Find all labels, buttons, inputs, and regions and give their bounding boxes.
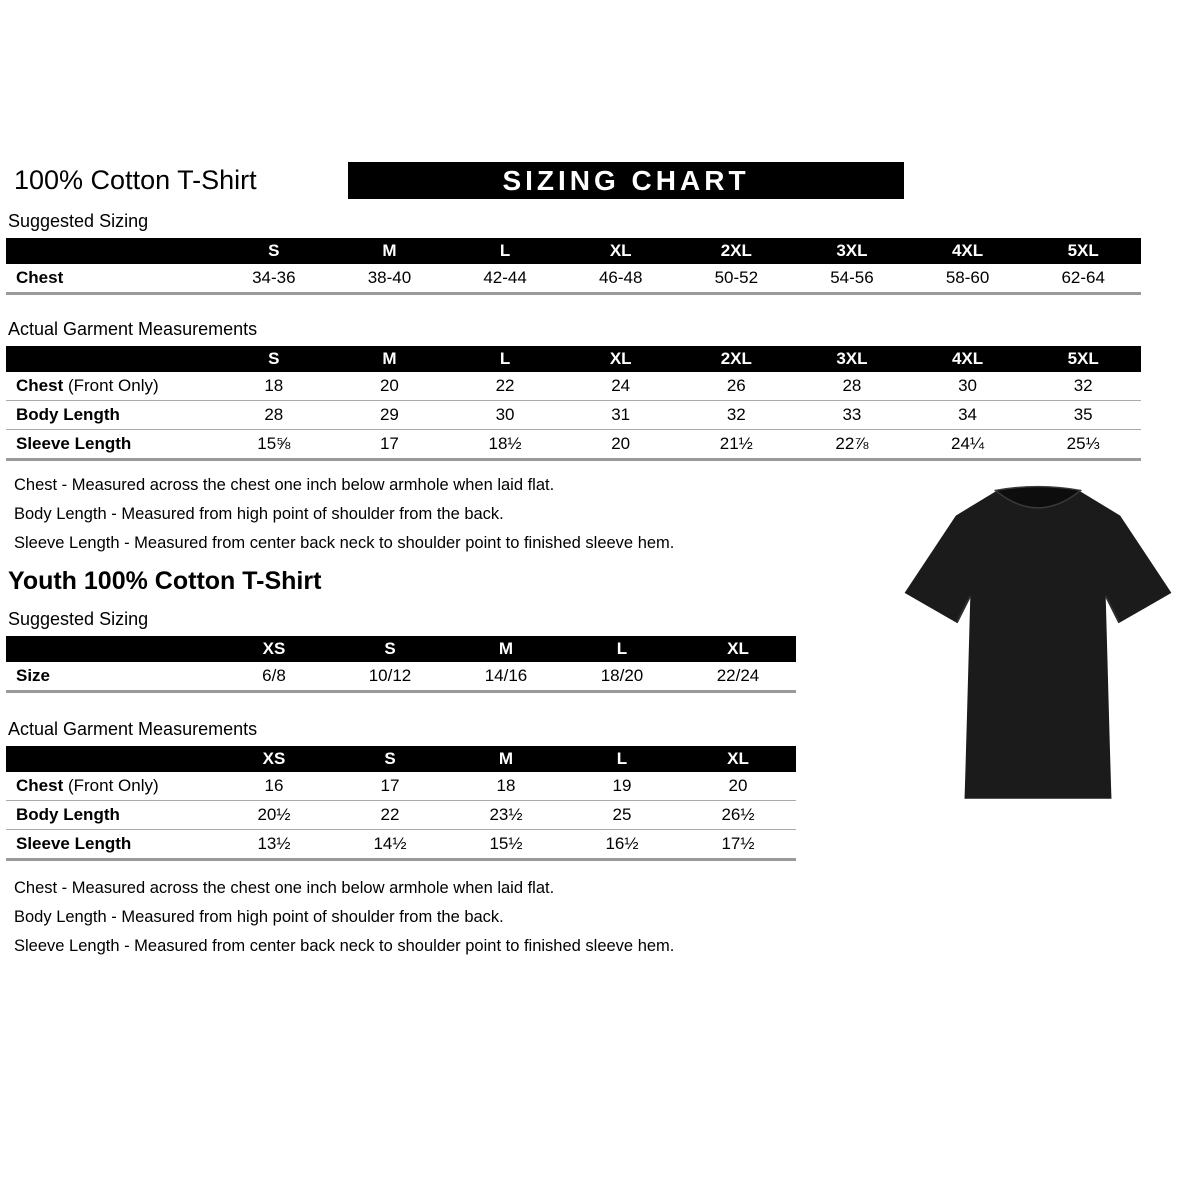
measurement-cell: 50-52 (679, 264, 795, 294)
measurement-row (6, 372, 1141, 401)
youth-measurement-notes (6, 879, 1200, 956)
measurement-cell: 54-56 (794, 264, 910, 294)
measurement-row (6, 430, 1141, 460)
measurement-cell: 24 (563, 372, 679, 401)
header-corner-cell (6, 636, 216, 662)
measurement-note: Body Length - Measured from high point of shoulder from the back. (14, 505, 504, 523)
youth-actual-measurements-label: Actual Garment Measurements (8, 719, 258, 739)
measurement-cell: 19 (564, 772, 680, 801)
size-column-header: M (448, 636, 564, 662)
adult-actual-measurements-table (6, 346, 1141, 461)
size-header-row (6, 346, 1141, 372)
measurement-cell: 18 (216, 372, 332, 401)
measurement-cell: 34 (910, 401, 1026, 430)
measurement-cell: 42-44 (447, 264, 563, 294)
measurement-note: Sleeve Length - Measured from center back neck to shoulder point to finished sleeve hem. (14, 937, 675, 955)
size-column-header: S (332, 636, 448, 662)
measurement-cell: 26½ (680, 801, 796, 830)
measurement-note: Body Length - Measured from high point of shoulder from the back. (14, 908, 504, 926)
measurement-cell: 17½ (680, 830, 796, 860)
sizing-chart-banner: SIZING CHART (348, 162, 904, 199)
header-corner-cell (6, 746, 216, 772)
youth-actual-measurements-table (6, 746, 796, 861)
header-corner-cell (6, 346, 216, 372)
measurement-cell: 28 (794, 372, 910, 401)
measurement-cell: 18½ (447, 430, 563, 460)
size-column-header: L (564, 746, 680, 772)
row-label: Body Length (6, 401, 216, 430)
measurement-cell: 17 (332, 430, 448, 460)
measurement-cell: 33 (794, 401, 910, 430)
measurement-cell: 15⅝ (216, 430, 332, 460)
size-header-row (6, 238, 1141, 264)
measurement-cell: 25 (564, 801, 680, 830)
measurement-cell: 32 (1025, 372, 1141, 401)
measurement-note: Chest - Measured across the chest one inch below armhole when laid flat. (14, 476, 555, 494)
measurement-cell: 16 (216, 772, 332, 801)
measurement-cell: 18 (448, 772, 564, 801)
size-column-header: 5XL (1025, 238, 1141, 264)
row-label: Size (6, 662, 216, 692)
size-column-header: XS (216, 636, 332, 662)
measurement-row (6, 662, 796, 692)
size-column-header: 5XL (1025, 346, 1141, 372)
header-corner-cell (6, 238, 216, 264)
measurement-cell: 58-60 (910, 264, 1026, 294)
measurement-cell: 15½ (448, 830, 564, 860)
measurement-cell: 24¼ (910, 430, 1026, 460)
tshirt-product-image (893, 478, 1183, 818)
size-column-header: M (332, 346, 448, 372)
measurement-cell: 13½ (216, 830, 332, 860)
size-column-header: XL (563, 238, 679, 264)
measurement-cell: 22 (332, 801, 448, 830)
row-label: Chest (6, 264, 216, 294)
size-column-header: 4XL (910, 346, 1026, 372)
size-column-header: S (332, 746, 448, 772)
youth-suggested-sizing-table (6, 636, 796, 693)
size-header-row (6, 746, 796, 772)
measurement-cell: 46-48 (563, 264, 679, 294)
header-row (6, 162, 1200, 202)
size-column-header: M (448, 746, 564, 772)
measurement-cell: 23½ (448, 801, 564, 830)
measurement-row (6, 801, 796, 830)
measurement-cell: 29 (332, 401, 448, 430)
tshirt-icon (893, 478, 1183, 818)
measurement-cell: 35 (1025, 401, 1141, 430)
measurement-cell: 62-64 (1025, 264, 1141, 294)
size-column-header: 2XL (679, 346, 795, 372)
youth-title: Youth 100% Cotton T-Shirt (8, 567, 322, 595)
measurement-cell: 20 (563, 430, 679, 460)
adult-actual-measurements-label: Actual Garment Measurements (8, 319, 258, 339)
measurement-cell: 22 (447, 372, 563, 401)
adult-suggested-sizing-table (6, 238, 1141, 295)
measurement-cell: 18/20 (564, 662, 680, 692)
row-label: Sleeve Length (6, 430, 216, 460)
size-column-header: 2XL (679, 238, 795, 264)
size-column-header: 4XL (910, 238, 1026, 264)
row-label: Chest (Front Only) (6, 372, 216, 401)
measurement-cell: 20½ (216, 801, 332, 830)
measurement-cell: 10/12 (332, 662, 448, 692)
measurement-cell: 30 (447, 401, 563, 430)
tshirt-body (905, 490, 1172, 798)
measurement-cell: 30 (910, 372, 1026, 401)
size-column-header: XL (680, 636, 796, 662)
measurement-cell: 32 (679, 401, 795, 430)
measurement-note: Sleeve Length - Measured from center back neck to shoulder point to finished sleeve hem. (14, 534, 675, 552)
size-column-header: XL (680, 746, 796, 772)
size-header-row (6, 636, 796, 662)
size-column-header: XL (563, 346, 679, 372)
page-title: 100% Cotton T-Shirt (14, 165, 257, 195)
row-label: Chest (Front Only) (6, 772, 216, 801)
measurement-cell: 14½ (332, 830, 448, 860)
measurement-note: Chest - Measured across the chest one inch below armhole when laid flat. (14, 879, 555, 897)
measurement-cell: 28 (216, 401, 332, 430)
measurement-cell: 17 (332, 772, 448, 801)
measurement-row (6, 264, 1141, 294)
measurement-cell: 20 (680, 772, 796, 801)
size-column-header: L (564, 636, 680, 662)
size-column-header: S (216, 238, 332, 264)
row-label: Body Length (6, 801, 216, 830)
measurement-cell: 20 (332, 372, 448, 401)
measurement-row (6, 772, 796, 801)
measurement-cell: 16½ (564, 830, 680, 860)
size-column-header: L (447, 238, 563, 264)
measurement-cell: 6/8 (216, 662, 332, 692)
measurement-cell: 38-40 (332, 264, 448, 294)
size-column-header: M (332, 238, 448, 264)
size-column-header: S (216, 346, 332, 372)
measurement-cell: 34-36 (216, 264, 332, 294)
measurement-cell: 31 (563, 401, 679, 430)
measurement-cell: 22/24 (680, 662, 796, 692)
measurement-cell: 26 (679, 372, 795, 401)
measurement-cell: 21½ (679, 430, 795, 460)
measurement-cell: 25⅓ (1025, 430, 1141, 460)
measurement-row (6, 401, 1141, 430)
youth-suggested-sizing-label: Suggested Sizing (8, 609, 149, 629)
measurement-cell: 22⅞ (794, 430, 910, 460)
size-column-header: L (447, 346, 563, 372)
size-column-header: 3XL (794, 346, 910, 372)
adult-suggested-sizing-label: Suggested Sizing (8, 211, 149, 231)
measurement-cell: 14/16 (448, 662, 564, 692)
row-label: Sleeve Length (6, 830, 216, 860)
size-column-header: XS (216, 746, 332, 772)
size-column-header: 3XL (794, 238, 910, 264)
measurement-row (6, 830, 796, 860)
